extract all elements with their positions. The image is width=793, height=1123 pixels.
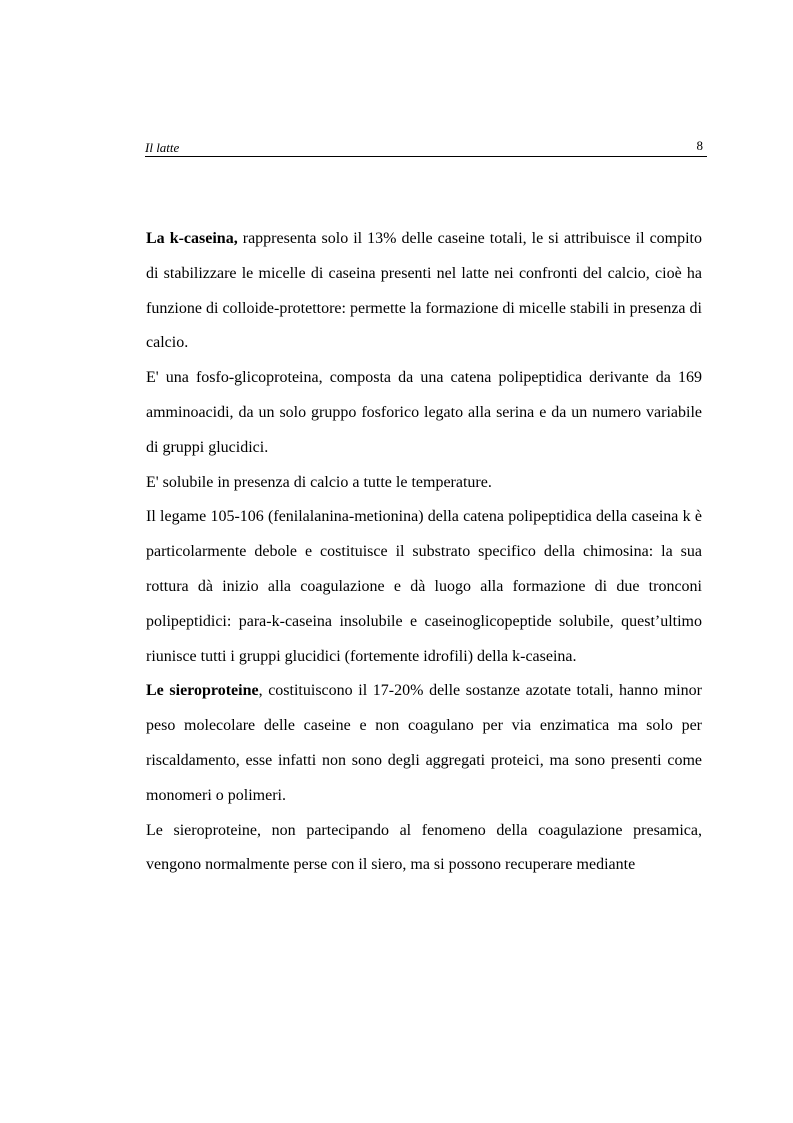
paragraph-fosfo-glicoproteina: E' una fosfo-glicoproteina, composta da una catena polipeptidica derivante da 169 amminoacidi, da un solo gruppo fosforico legato alla serina e da un numero variabile di gruppi glucidici. — [146, 369, 702, 456]
paragraph-sieroproteine — [146, 674, 702, 813]
paragraph-legame: Il legame 105-106 (fenilalanina-metionina) della catena polipeptidica della caseina k è particolarmente debole e costituisce il substrato specifico della chimosina: la sua rottura dà inizio alla coagulazione e dà luogo alla formazione di due tronconi polipeptidici: para-k-caseina insolubile e caseinoglicopeptide solubile, quest’ultimo riunisce tutti i gruppi glucidici (fortemente idrofili) della k-caseina. — [146, 508, 702, 665]
term-k-caseina: La k-caseina, — [146, 230, 238, 247]
term-sieroproteine: Le sieroproteine — [146, 682, 259, 700]
paragraph-solubile: E' solubile in presenza di calcio a tutte le temperature. — [146, 473, 492, 491]
paragraph-text: , costituiscono il 17-20% delle sostanze azotate totali, hanno minor peso molecolare delle caseine e non coagulano per via enzimatica ma solo per riscaldamento, esse infatti non sono degli aggregati proteici, ma sono presenti come monomeri o polimeri. — [146, 682, 702, 804]
body-text — [146, 222, 702, 883]
page-header — [145, 138, 707, 157]
page-number: 8 — [696, 138, 703, 153]
paragraph-k-caseina — [146, 222, 702, 361]
paragraph-sieroproteine-recupero: Le sieroproteine, non partecipando al fenomeno della coagulazione presamica, vengono normalmente perse con il siero, ma si possono recuperare mediante — [146, 821, 702, 874]
paragraph-text: rappresenta solo il 13% delle caseine totali, le si attribuisce il compito di stabilizzare le micelle di caseina presenti nel latte nei confronti del calcio, cioè ha funzione di colloide-protettore: permette la formazione di micelle stabili in presenza di calcio. — [146, 230, 703, 352]
running-header-title: Il latte — [145, 140, 180, 155]
